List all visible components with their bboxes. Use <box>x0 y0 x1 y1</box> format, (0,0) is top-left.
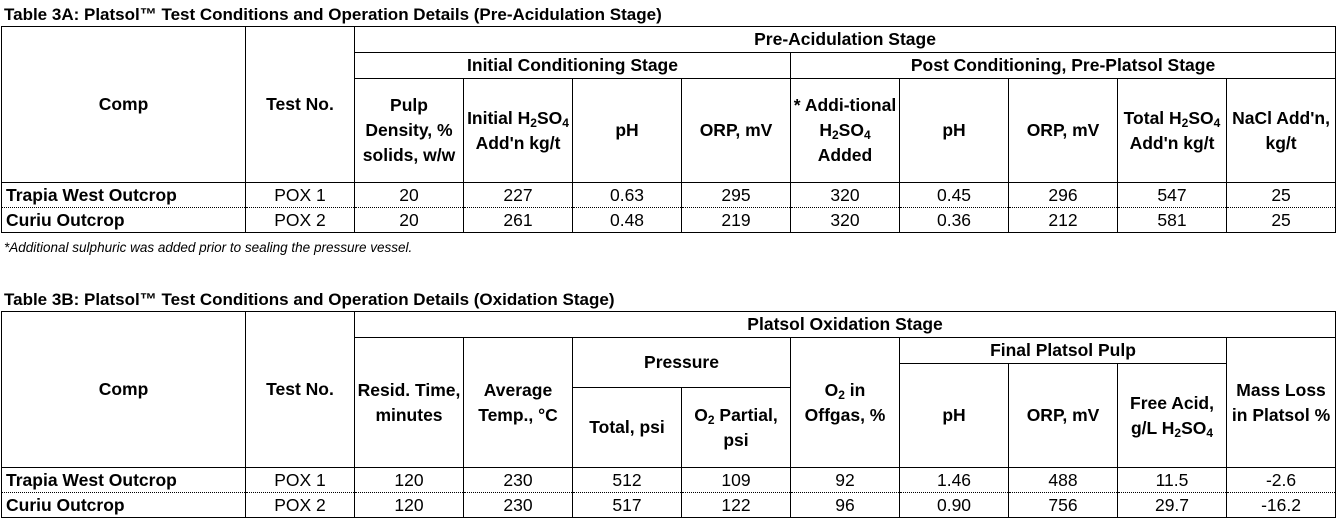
header-free-acid: Free Acid, g/L $H_2SO_4$ <box>1118 364 1227 468</box>
table-3a <box>1 26 1336 233</box>
cell-resid: 120 <box>355 493 464 518</box>
header-orp: ORP, mV <box>1009 364 1118 468</box>
cell-temp: 230 <box>464 493 573 518</box>
header-total-psi: Total, psi <box>573 388 682 468</box>
cell-comp: Curiu Outcrop <box>2 493 246 518</box>
header-pressure: Pressure <box>573 338 791 388</box>
table-row <box>2 493 1336 518</box>
cell-total-h2so4: 547 <box>1118 183 1227 208</box>
cell-init-h2so4: 227 <box>464 183 573 208</box>
cell-comp: Trapia West Outcrop <box>2 468 246 493</box>
cell-comp: Curiu Outcrop <box>2 208 246 233</box>
cell-add-h2so4: 320 <box>791 183 900 208</box>
table-3b-caption: Table 3B: Platsol™ Test Conditions and Operation Details (Oxidation Stage) <box>4 290 615 309</box>
header-pulp-density: Pulp Density, % solids, w/w <box>355 79 464 183</box>
header-comp: Comp <box>2 27 246 183</box>
cell-o2-offgas: 92 <box>791 468 900 493</box>
table-row <box>2 468 1336 493</box>
cell-total-psi: 512 <box>573 468 682 493</box>
header-o2-offgas: $O_2$ in Offgas, % <box>791 338 900 468</box>
cell-test: POX 2 <box>246 493 355 518</box>
header-nacl: NaCl Add'n, kg/t <box>1227 79 1336 183</box>
header-ph: pH <box>573 79 682 183</box>
cell-mass-loss: -16.2 <box>1227 493 1336 518</box>
header-initial-conditioning: Initial Conditioning Stage <box>355 53 791 79</box>
table-3b <box>1 311 1336 518</box>
header-ph: pH <box>900 364 1009 468</box>
cell-pulp: 20 <box>355 208 464 233</box>
cell-ph: 1.46 <box>900 468 1009 493</box>
cell-orp: 488 <box>1009 468 1118 493</box>
cell-orp: 756 <box>1009 493 1118 518</box>
cell-ph: 0.63 <box>573 183 682 208</box>
cell-orp-post: 212 <box>1009 208 1118 233</box>
table-3a-caption: Table 3A: Platsol™ Test Conditions and Operation Details (Pre-Acidulation Stage) <box>4 5 662 24</box>
header-average-temp: Average Temp., °C <box>464 338 573 468</box>
cell-temp: 230 <box>464 468 573 493</box>
header-mass-loss: Mass Loss in Platsol % <box>1227 338 1336 468</box>
header-resid-time: Resid. Time, minutes <box>355 338 464 468</box>
header-o2-partial: $O_2$ Partial, psi <box>682 388 791 468</box>
table-3a-note: *Additional sulphuric was added prior to sealing the pressure vessel. <box>4 240 413 255</box>
cell-total-h2so4: 581 <box>1118 208 1227 233</box>
cell-resid: 120 <box>355 468 464 493</box>
header-final-platsol-pulp: Final Platsol Pulp <box>900 338 1227 364</box>
cell-total-psi: 517 <box>573 493 682 518</box>
header-pre-acidulation-stage: Pre-Acidulation Stage <box>355 27 1336 53</box>
cell-ph: 0.48 <box>573 208 682 233</box>
cell-o2-partial: 122 <box>682 493 791 518</box>
cell-orp: 219 <box>682 208 791 233</box>
cell-comp: Trapia West Outcrop <box>2 183 246 208</box>
header-total-h2so4: Total $H_2SO_4$ Add'n kg/t <box>1118 79 1227 183</box>
cell-ph-post: 0.45 <box>900 183 1009 208</box>
cell-orp: 295 <box>682 183 791 208</box>
cell-ph-post: 0.36 <box>900 208 1009 233</box>
header-test-no: Test No. <box>246 312 355 468</box>
table-row <box>2 208 1336 233</box>
header-test-no: Test No. <box>246 27 355 183</box>
cell-mass-loss: -2.6 <box>1227 468 1336 493</box>
header-initial-h2so4: Initial $H_2SO_4$ Add'n kg/t <box>464 79 573 183</box>
header-post-conditioning: Post Conditioning, Pre-Platsol Stage <box>791 53 1336 79</box>
header-platsol-oxidation-stage: Platsol Oxidation Stage <box>355 312 1336 338</box>
cell-pulp: 20 <box>355 183 464 208</box>
cell-orp-post: 296 <box>1009 183 1118 208</box>
cell-test: POX 2 <box>246 208 355 233</box>
cell-test: POX 1 <box>246 183 355 208</box>
table-row <box>2 183 1336 208</box>
cell-o2-offgas: 96 <box>791 493 900 518</box>
header-comp: Comp <box>2 312 246 468</box>
header-orp: ORP, mV <box>682 79 791 183</box>
cell-init-h2so4: 261 <box>464 208 573 233</box>
cell-nacl: 25 <box>1227 208 1336 233</box>
cell-nacl: 25 <box>1227 183 1336 208</box>
header-additional-h2so4: * Addi-tional $H_2SO_4$ Added <box>791 79 900 183</box>
cell-free-acid: 11.5 <box>1118 468 1227 493</box>
header-orp-post: ORP, mV <box>1009 79 1118 183</box>
cell-add-h2so4: 320 <box>791 208 900 233</box>
header-ph-post: pH <box>900 79 1009 183</box>
cell-ph: 0.90 <box>900 493 1009 518</box>
cell-test: POX 1 <box>246 468 355 493</box>
cell-free-acid: 29.7 <box>1118 493 1227 518</box>
cell-o2-partial: 109 <box>682 468 791 493</box>
